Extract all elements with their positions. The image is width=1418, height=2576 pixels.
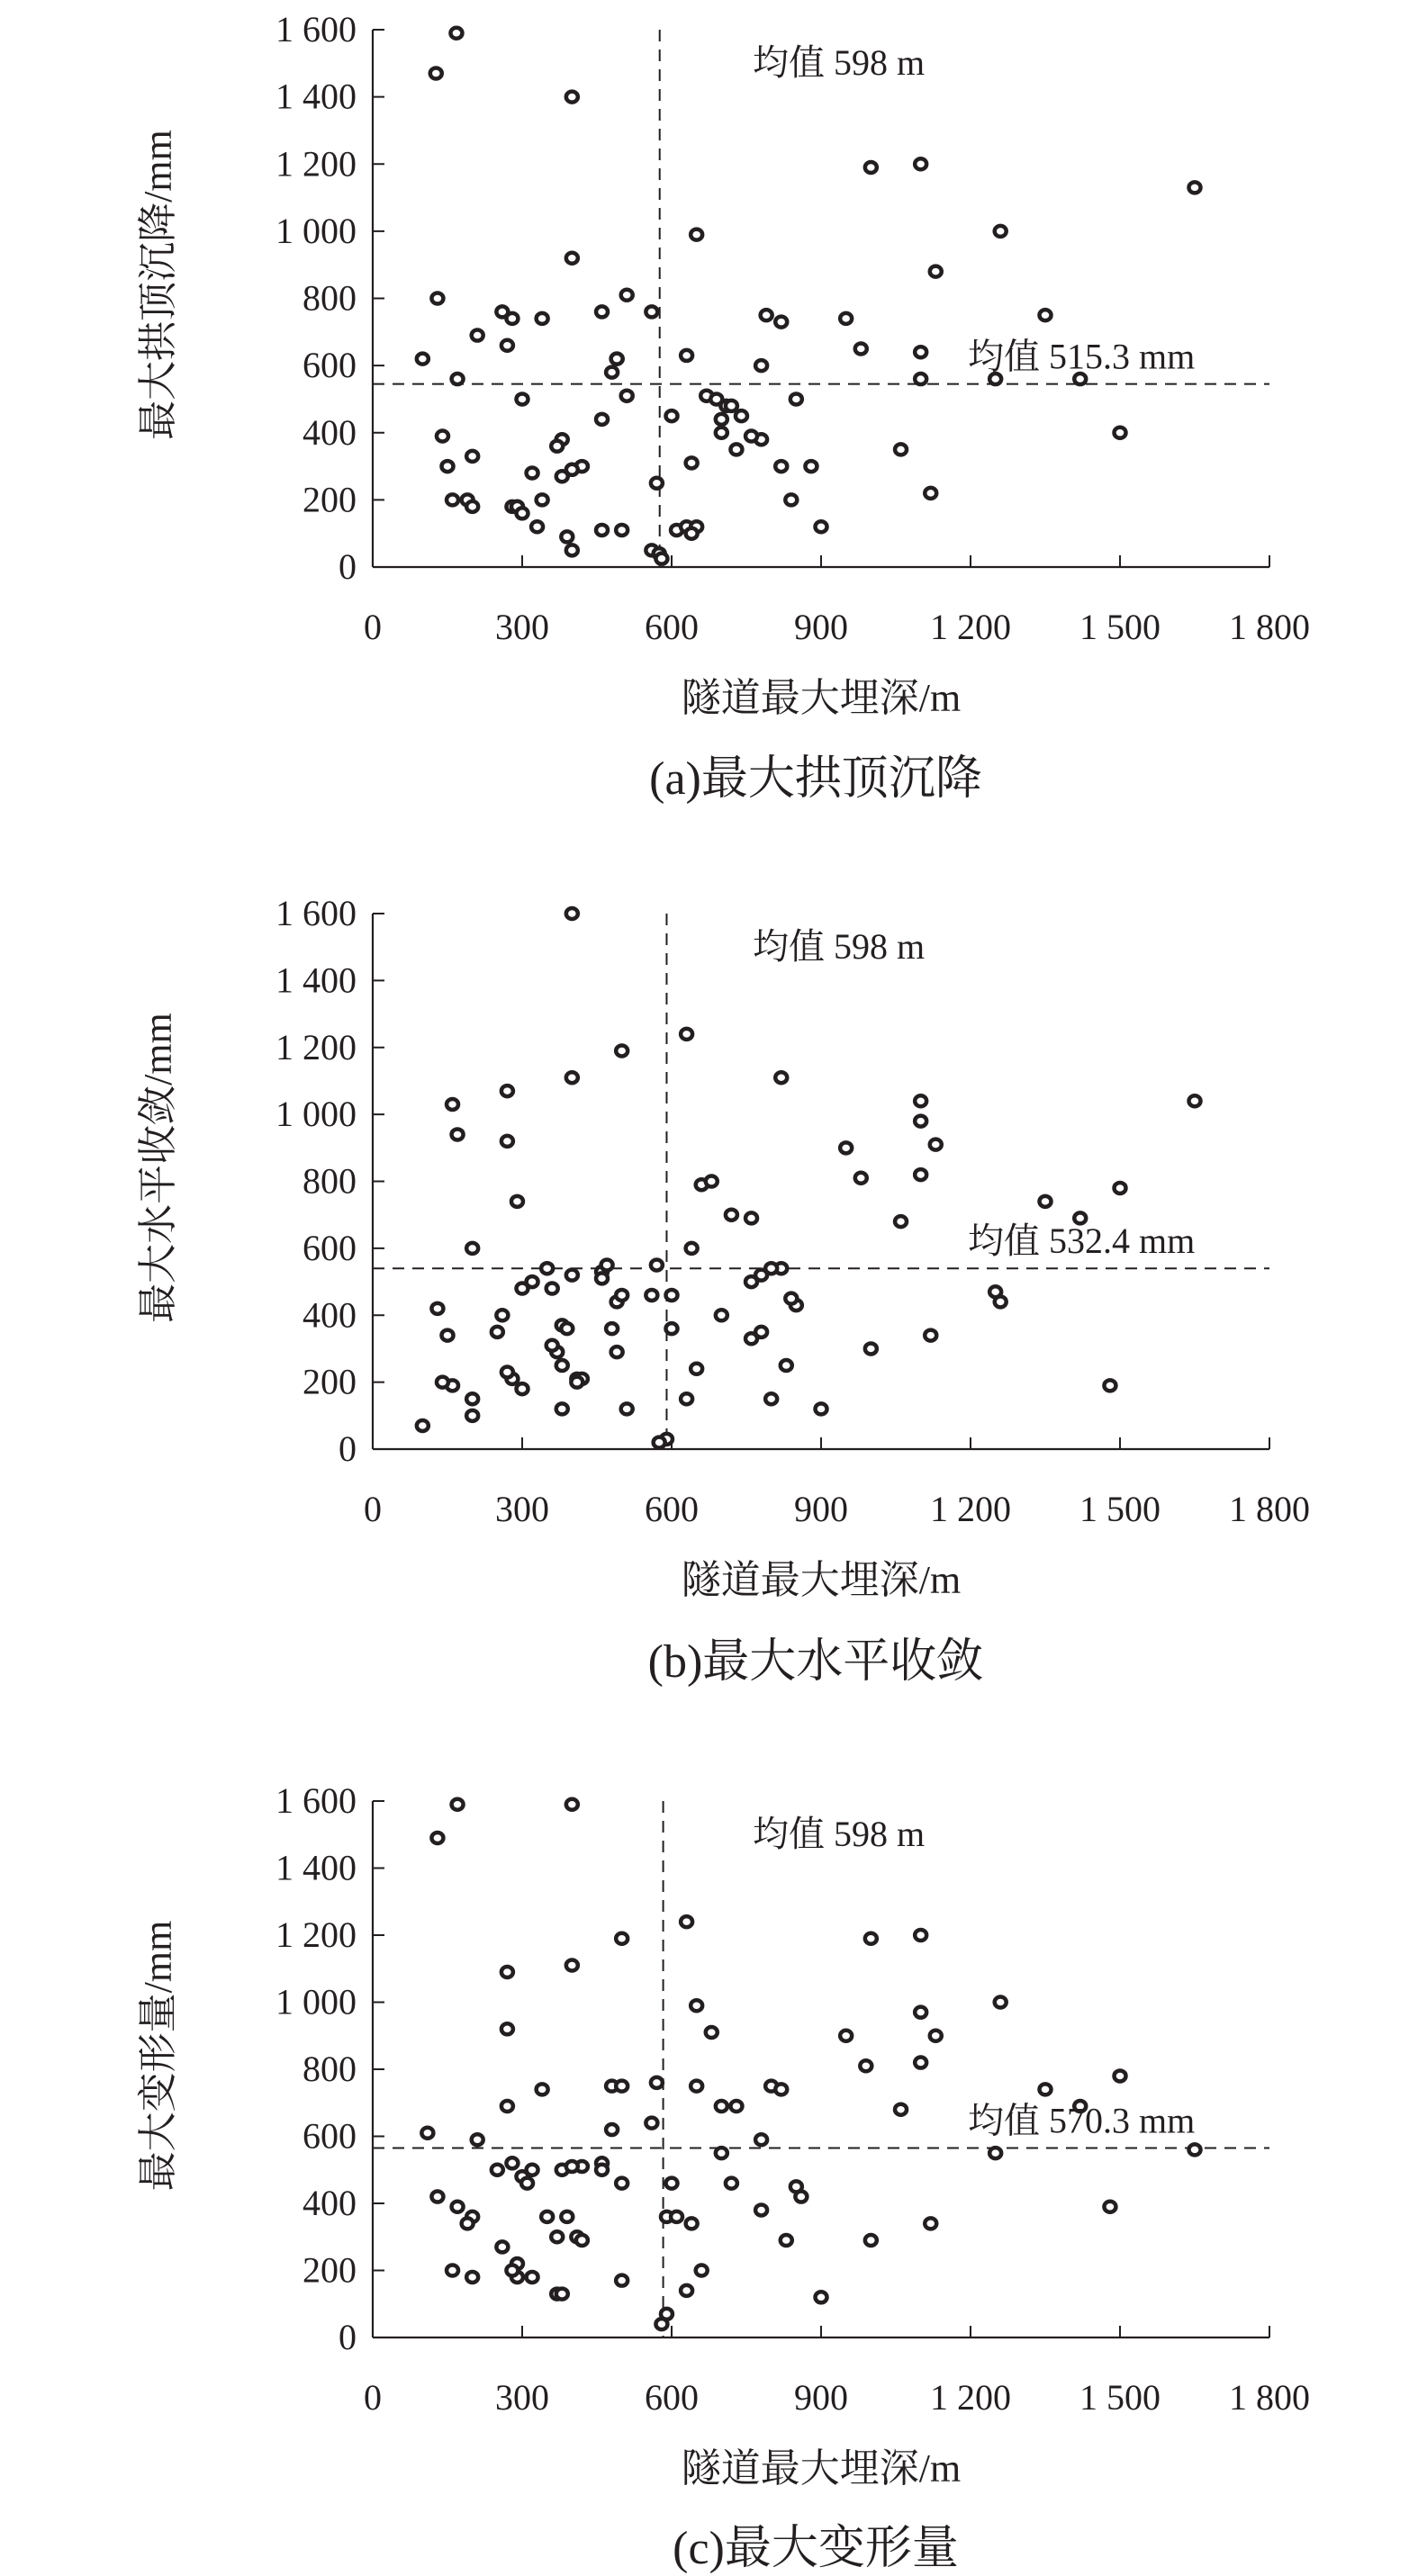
data-point (546, 1283, 558, 1294)
x-tick-label: 300 (495, 2377, 549, 2418)
data-point (611, 1347, 623, 1357)
data-point (450, 28, 462, 39)
data-point (915, 374, 926, 384)
data-point (666, 410, 678, 421)
mean-depth-label: 均值 598 m (753, 926, 926, 967)
data-point (501, 340, 513, 351)
chart-panel-2 (136, 893, 1310, 1688)
y-tick-label: 400 (303, 1294, 357, 1336)
data-point (681, 2285, 692, 2296)
data-point (775, 317, 787, 328)
data-point (1115, 2070, 1126, 2081)
data-point (447, 494, 458, 505)
data-point (506, 2265, 518, 2276)
data-point (745, 430, 757, 441)
x-tick-label: 1 200 (930, 607, 1011, 647)
data-point (561, 1323, 573, 1334)
data-point (915, 2007, 926, 2018)
data-point (431, 293, 443, 304)
data-point (606, 1323, 618, 1334)
data-point (466, 1410, 478, 1421)
data-point (462, 2218, 474, 2229)
data-point (501, 2101, 513, 2112)
data-point (571, 1377, 583, 1388)
data-point (501, 1085, 513, 1096)
data-point (1104, 2202, 1115, 2212)
data-point (1189, 182, 1201, 193)
data-point (601, 1259, 613, 1270)
data-point (437, 1377, 448, 1388)
y-tick-label: 1 000 (275, 210, 357, 251)
data-point (716, 414, 727, 425)
data-point (716, 2101, 727, 2112)
data-point (466, 501, 478, 512)
data-point (895, 2104, 907, 2115)
data-point (691, 2081, 702, 2092)
data-point (840, 2031, 852, 2041)
data-point (501, 1967, 513, 1977)
data-point (716, 2148, 727, 2158)
data-point (915, 1116, 926, 1127)
data-point (527, 468, 538, 479)
data-point (541, 2211, 553, 2222)
data-point (501, 1366, 513, 1377)
data-point (596, 525, 608, 536)
y-tick-label: 1 400 (275, 1847, 357, 1888)
data-points (421, 1799, 1200, 2329)
data-point (566, 1960, 578, 1971)
data-point (421, 2128, 433, 2139)
data-point (556, 471, 568, 482)
data-point (930, 1139, 942, 1150)
data-point (537, 313, 548, 324)
data-point (755, 2204, 767, 2215)
data-point (596, 2165, 608, 2175)
data-point (716, 1310, 727, 1320)
data-point (551, 441, 563, 452)
data-point (442, 461, 454, 472)
x-tick-label: 1 500 (1079, 1489, 1161, 1529)
data-point (556, 2289, 568, 2300)
data-point (616, 525, 628, 536)
data-point (511, 1196, 523, 1207)
data-point (1104, 1380, 1115, 1391)
data-point (745, 1333, 757, 1344)
data-point (930, 266, 942, 277)
data-point (925, 488, 936, 499)
x-tick-label: 1 200 (930, 1489, 1011, 1529)
x-tick-label: 1 200 (930, 2377, 1011, 2418)
data-point (781, 1360, 792, 1371)
data-point (521, 2178, 533, 2189)
data-point (1115, 1183, 1126, 1193)
data-point (437, 430, 448, 441)
data-point (755, 2134, 767, 2145)
x-tick-label: 600 (645, 1489, 699, 1529)
data-point (527, 2272, 538, 2283)
data-point (417, 1420, 429, 1431)
data-point (915, 1095, 926, 1106)
mean-value-label: 均值 515.3 mm (968, 336, 1196, 377)
data-point (989, 2148, 1001, 2158)
data-point (840, 313, 852, 324)
mean-value-label: 均值 532.4 mm (968, 1220, 1196, 1262)
panel-caption: (b)最大水平收敛 (647, 1636, 984, 1688)
x-tick-label: 0 (364, 2377, 382, 2418)
mean-depth-label: 均值 598 m (753, 42, 926, 83)
data-point (915, 158, 926, 169)
data-point (651, 478, 663, 489)
data-point (576, 2235, 588, 2246)
x-tick-label: 900 (794, 607, 848, 647)
data-point (706, 1176, 718, 1187)
data-point (995, 1997, 1007, 2008)
data-point (566, 1072, 578, 1083)
data-point (666, 1323, 678, 1334)
data-point (442, 1330, 454, 1341)
x-tick-label: 0 (364, 1489, 382, 1529)
data-point (860, 2060, 872, 2071)
data-point (925, 1330, 936, 1341)
data-point (816, 2292, 827, 2302)
data-point (621, 1403, 633, 1414)
y-tick-label: 1 600 (275, 1780, 357, 1821)
data-point (736, 410, 747, 421)
x-tick-label: 600 (645, 2377, 699, 2418)
data-point (691, 230, 702, 240)
data-point (496, 2241, 508, 2252)
data-point (726, 1210, 737, 1220)
mean-depth-label: 均值 598 m (753, 1814, 926, 1854)
data-point (527, 1276, 538, 1287)
data-point (551, 2231, 563, 2242)
y-tick-label: 200 (303, 1361, 357, 1402)
data-point (671, 2211, 682, 2222)
y-tick-label: 800 (303, 2049, 357, 2089)
data-point (930, 2031, 942, 2041)
x-tick-label: 300 (495, 1489, 549, 1529)
data-point (531, 521, 543, 532)
y-tick-label: 400 (303, 411, 357, 453)
data-point (492, 1327, 503, 1338)
y-tick-label: 1 600 (275, 893, 357, 933)
data-point (706, 2027, 718, 2038)
data-point (556, 1360, 568, 1371)
data-point (865, 162, 877, 173)
data-point (666, 1290, 678, 1301)
data-point (537, 2084, 548, 2094)
data-point (566, 1270, 578, 1281)
data-point (452, 2202, 464, 2212)
y-axis-title: 最大拱顶沉降/mm (136, 130, 180, 440)
data-point (840, 1142, 852, 1153)
x-tick-label: 1 800 (1229, 1489, 1310, 1529)
data-point (606, 2124, 618, 2135)
y-tick-label: 200 (303, 2249, 357, 2291)
data-point (517, 508, 528, 518)
data-point (686, 457, 698, 468)
y-tick-label: 1 000 (275, 1981, 357, 2022)
data-point (681, 350, 692, 361)
data-point (472, 330, 483, 341)
data-point (561, 2211, 573, 2222)
data-point (501, 2023, 513, 2034)
panel-caption: (c)最大变形量 (673, 2523, 959, 2574)
data-point (816, 521, 827, 532)
data-point (527, 2165, 538, 2175)
y-tick-label: 0 (339, 1428, 357, 1469)
data-point (696, 2265, 708, 2276)
data-point (466, 1243, 478, 1254)
data-point (775, 2084, 787, 2094)
data-points (417, 28, 1201, 564)
data-point (761, 310, 772, 320)
data-point (431, 1303, 443, 1314)
x-tick-label: 1 500 (1079, 2377, 1161, 2418)
data-point (895, 444, 907, 455)
data-point (430, 68, 442, 79)
data-point (566, 1799, 578, 1810)
data-point (686, 2218, 698, 2229)
data-point (795, 2192, 807, 2202)
data-point (452, 1129, 464, 1139)
data-point (621, 391, 633, 401)
data-point (730, 2101, 742, 2112)
data-point (765, 1393, 777, 1404)
data-point (447, 1099, 458, 1110)
data-point (556, 1403, 568, 1414)
chart-panel-1 (136, 9, 1310, 805)
data-point (691, 2000, 702, 2011)
data-point (681, 1916, 692, 1927)
y-tick-label: 600 (303, 345, 357, 386)
data-point (726, 2178, 737, 2189)
data-point (496, 1310, 508, 1320)
y-tick-label: 1 200 (275, 143, 357, 185)
mean-value-label: 均值 570.3 mm (968, 2100, 1196, 2141)
data-point (616, 2081, 628, 2092)
data-point (781, 2235, 792, 2246)
panel-caption: (a)最大拱顶沉降 (649, 753, 982, 805)
data-point (506, 313, 518, 324)
data-point (646, 306, 657, 317)
data-point (915, 1930, 926, 1941)
data-point (431, 2192, 443, 2202)
data-point (655, 554, 667, 564)
x-tick-label: 900 (794, 2377, 848, 2418)
data-point (616, 2178, 628, 2189)
x-tick-label: 1 500 (1079, 607, 1161, 647)
y-tick-label: 1 400 (275, 959, 357, 1001)
data-point (775, 1072, 787, 1083)
data-point (506, 2157, 518, 2168)
data-point (566, 92, 578, 103)
y-tick-label: 1 600 (275, 9, 357, 50)
data-point (417, 354, 429, 365)
data-point (616, 1933, 628, 1944)
data-point (995, 1296, 1007, 1307)
chart-panel-3 (136, 1780, 1310, 2574)
data-point (492, 2165, 503, 2175)
y-tick-label: 1 200 (275, 1026, 357, 1067)
data-point (655, 2319, 667, 2329)
data-point (755, 360, 767, 371)
data-point (606, 367, 618, 378)
data-point (561, 531, 573, 542)
y-axis-title: 最大变形量/mm (136, 1920, 180, 2192)
data-point (775, 461, 787, 472)
data-point (517, 1383, 528, 1394)
data-point (865, 1343, 877, 1354)
data-point (1040, 1196, 1052, 1207)
y-tick-label: 200 (303, 479, 357, 520)
data-point (651, 2077, 663, 2088)
data-point (646, 1290, 657, 1301)
data-point (716, 428, 727, 438)
data-point (537, 494, 548, 505)
data-point (681, 1029, 692, 1040)
x-tick-label: 0 (364, 607, 382, 647)
data-point (654, 1437, 665, 1448)
data-point (865, 1933, 877, 1944)
data-point (447, 2265, 458, 2276)
data-point (596, 414, 608, 425)
y-tick-label: 800 (303, 277, 357, 319)
data-point (651, 1259, 663, 1270)
x-tick-label: 1 800 (1229, 2377, 1310, 2418)
data-point (666, 2178, 678, 2189)
data-point (566, 545, 578, 555)
data-point (566, 253, 578, 264)
data-point (616, 1045, 628, 1056)
x-axis-title: 隧道最大埋深/m (681, 676, 962, 720)
data-point (611, 354, 623, 365)
data-points (417, 908, 1201, 1448)
x-tick-label: 900 (794, 1489, 848, 1529)
data-point (1189, 1095, 1201, 1106)
data-point (517, 393, 528, 404)
data-point (466, 1393, 478, 1404)
data-point (855, 1173, 867, 1184)
data-point (501, 1136, 513, 1147)
data-point (452, 374, 464, 384)
data-point (596, 1273, 608, 1283)
y-tick-label: 400 (303, 2183, 357, 2223)
y-axis-title: 最大水平收敛/mm (136, 1013, 180, 1323)
data-point (616, 2275, 628, 2286)
y-tick-label: 0 (339, 546, 357, 587)
data-point (681, 1393, 692, 1404)
data-point (466, 2272, 478, 2283)
data-point (816, 1403, 827, 1414)
data-point (865, 2235, 877, 2246)
data-point (915, 2058, 926, 2068)
data-point (566, 2161, 578, 2172)
data-point (995, 226, 1007, 237)
y-tick-label: 0 (339, 2317, 357, 2357)
data-point (745, 1212, 757, 1223)
data-point (855, 343, 867, 354)
x-axis-title: 隧道最大埋深/m (681, 1558, 962, 1602)
x-tick-label: 1 800 (1229, 607, 1310, 647)
data-point (566, 908, 578, 919)
x-tick-label: 600 (645, 607, 699, 647)
data-point (466, 451, 478, 462)
data-point (686, 1243, 698, 1254)
data-point (686, 528, 698, 539)
data-point (646, 2118, 657, 2129)
data-point (616, 1290, 628, 1301)
y-tick-label: 1 400 (275, 76, 357, 117)
y-tick-label: 600 (303, 2115, 357, 2157)
data-point (472, 2134, 483, 2145)
data-point (726, 401, 737, 411)
data-point (790, 393, 802, 404)
x-tick-label: 300 (495, 607, 549, 647)
data-point (1189, 2144, 1201, 2155)
data-point (1040, 2084, 1052, 2094)
data-point (621, 290, 633, 301)
data-point (895, 1216, 907, 1227)
data-point (691, 1364, 702, 1374)
data-point (925, 2218, 936, 2229)
data-point (915, 1169, 926, 1180)
data-point (1115, 428, 1126, 438)
data-point (785, 1293, 797, 1304)
data-point (431, 1833, 443, 1843)
data-point (730, 444, 742, 455)
x-axis-title: 隧道最大埋深/m (681, 2446, 962, 2490)
data-point (805, 461, 817, 472)
data-point (452, 1799, 464, 1810)
data-point (596, 306, 608, 317)
y-tick-label: 600 (303, 1227, 357, 1268)
data-point (1040, 310, 1052, 320)
y-tick-label: 1 200 (275, 1914, 357, 1955)
data-point (755, 1270, 767, 1281)
y-tick-label: 800 (303, 1160, 357, 1202)
y-tick-label: 1 000 (275, 1094, 357, 1135)
data-point (915, 347, 926, 357)
data-point (785, 494, 797, 505)
data-point (541, 1263, 553, 1274)
data-point (546, 1340, 558, 1351)
